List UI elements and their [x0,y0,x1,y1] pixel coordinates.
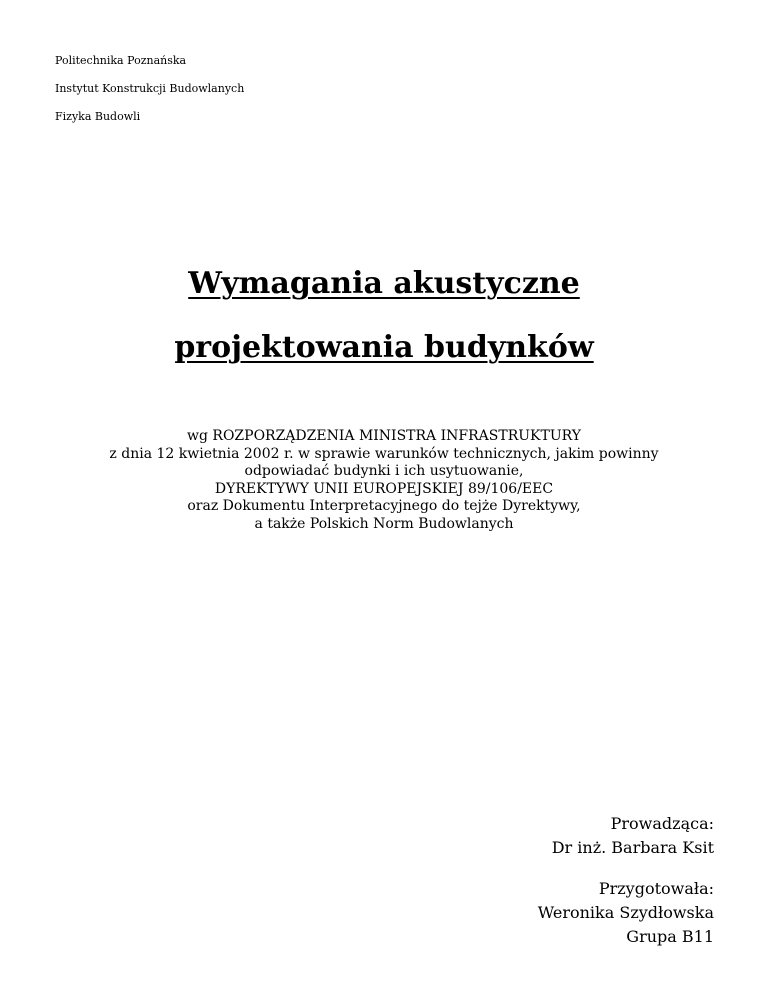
subtitle-line: z dnia 12 kwietnia 2002 r. w sprawie warunków technicznych, jakim powinny [109,445,659,462]
subtitle-line: DYREKTYWY UNII EUROPEJSKIEJ 89/106/EEC [214,480,554,497]
author-group: Grupa B11 [626,927,714,946]
supervisor-name: Dr inż. Barbara Ksit [551,838,714,857]
subtitle-line: wg ROZPORZĄDZENIA MINISTRA INFRASTRUKTURY [187,428,581,444]
supervisor-block [552,812,714,860]
institute-name: Instytut Konstrukcji Budowlanych [55,82,245,95]
subtitle-line: odpowiadać budynki i ich usytuowanie, [244,463,524,479]
author-name: Weronika Szydłowska [537,903,714,922]
document-subtitle [0,428,768,533]
subtitle-line: a także Polskich Norm Budowlanych [254,515,514,532]
document-title-line-2: projektowania budynków [174,330,594,365]
author-label: Przygotowała: [598,879,714,898]
author-block [538,877,714,949]
supervisor-label: Prowadząca: [610,814,714,833]
subtitle-line: oraz Dokumentu Interpretacyjnego do tejże Dyrektywy, [187,498,581,514]
document-title-line-1: Wymagania akustyczne [188,266,580,301]
university-name: Politechnika Poznańska [55,54,187,67]
course-name: Fizyka Budowli [55,110,141,123]
